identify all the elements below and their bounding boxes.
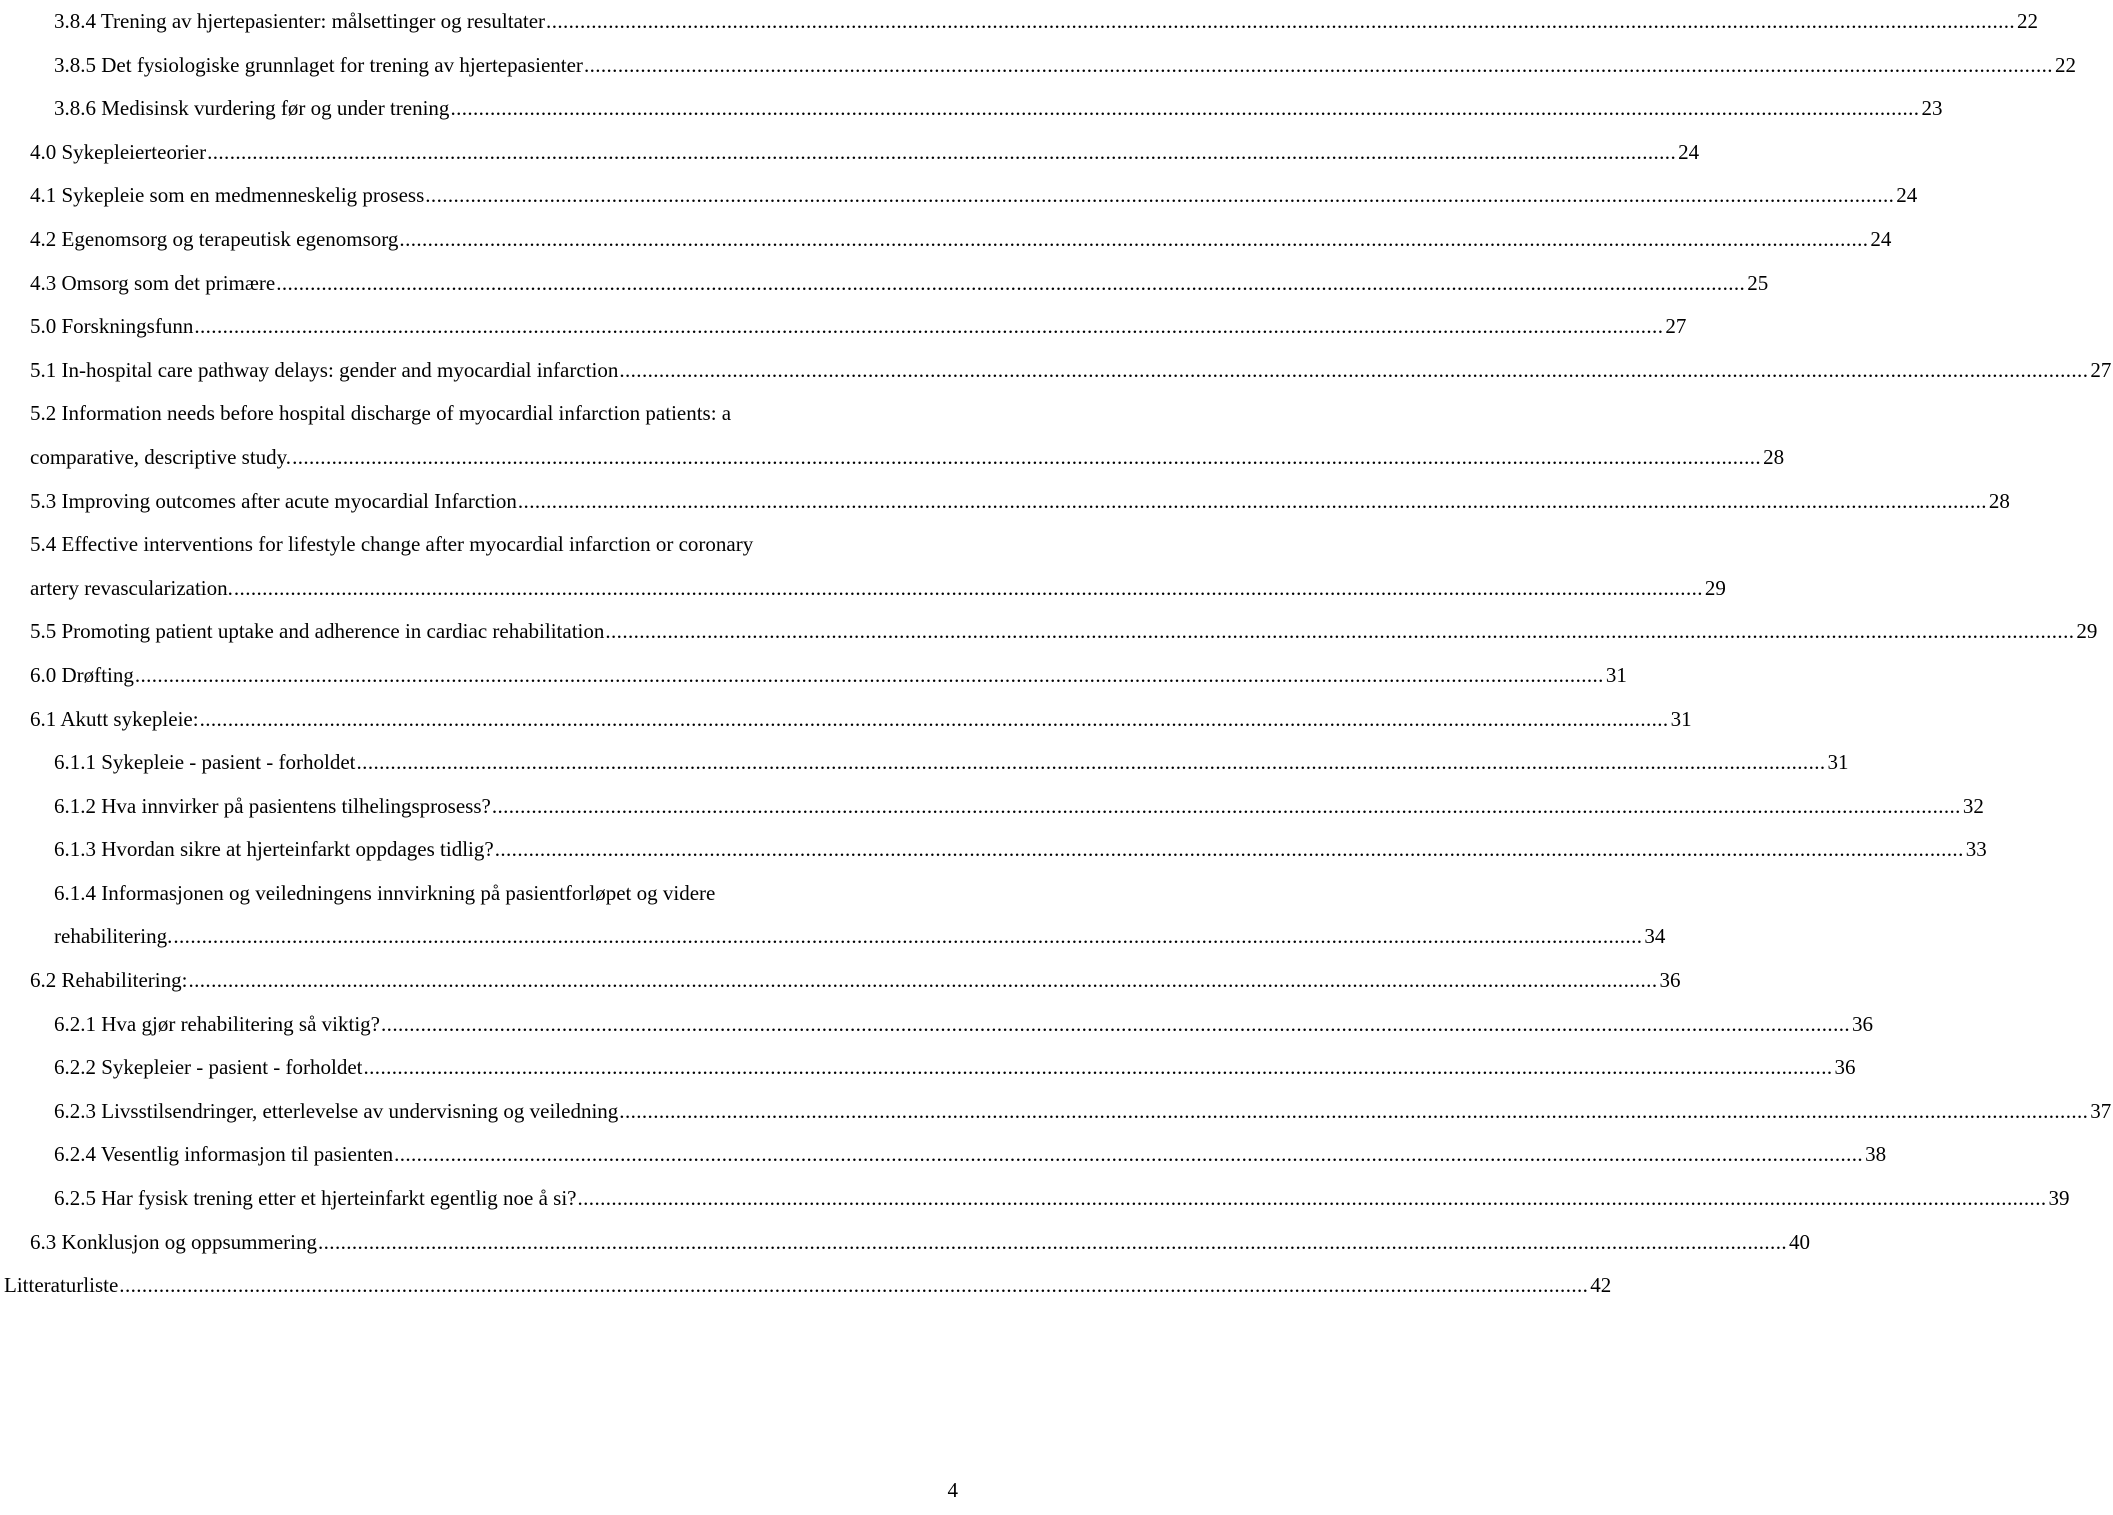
toc-entry[interactable] xyxy=(0,305,1687,349)
toc-entry[interactable] xyxy=(0,1133,1887,1177)
toc-entry-title-line1: 6.1.4 Informasjonen og veiledningens innvirkning på pasientforløpet og videre xyxy=(54,880,716,905)
toc-entry-title: 6.2.3 Livsstilsendringer, etterlevelse av undervisning og veiledning xyxy=(54,1098,619,1123)
dot-leader: .................................................................................................................................................................................................................................................................... xyxy=(233,575,1703,600)
dot-leader: .................................................................................................................................................................................................................................................................... xyxy=(425,183,1895,208)
toc-entry[interactable] xyxy=(0,1003,1874,1047)
toc-entry-title: rehabilitering. xyxy=(54,924,173,949)
toc-entry[interactable] xyxy=(0,872,1666,959)
dot-leader: .................................................................................................................................................................................................................................................................... xyxy=(577,1186,2047,1211)
toc-entry-title: 5.0 Forskningsfunn xyxy=(30,314,194,339)
dot-leader: .................................................................................................................................................................................................................................................................... xyxy=(318,1229,1787,1254)
toc-entry-page: 29 xyxy=(1704,575,1726,600)
toc-entry-title: 6.1 Akutt sykepleie: xyxy=(30,706,199,731)
dot-leader: .................................................................................................................................................................................................................................................................... xyxy=(546,9,2016,33)
toc-entry[interactable] xyxy=(0,959,1681,1003)
toc-entry-page: 32 xyxy=(1962,793,1984,818)
toc-entry-title: comparative, descriptive study. xyxy=(30,444,292,469)
dot-leader: .................................................................................................................................................................................................................................................................... xyxy=(583,52,2053,77)
dot-leader: .................................................................................................................................................................................................................................................................... xyxy=(292,444,1762,469)
toc-entry-page: 27 xyxy=(2090,357,2112,382)
toc-entry[interactable] xyxy=(0,523,1726,610)
toc-entry-title: 6.1.1 Sykepleie - pasient - forholdet xyxy=(54,750,356,775)
dot-leader: .................................................................................................................................................................................................................................................................... xyxy=(188,968,1658,993)
toc-entry-page: 24 xyxy=(1678,139,1700,164)
dot-leader: .................................................................................................................................................................................................................................................................... xyxy=(119,1273,1589,1298)
toc-entry-title: Litteraturliste xyxy=(4,1273,119,1298)
toc-entry-page: 31 xyxy=(1827,750,1849,775)
toc-entry-page: 42 xyxy=(1590,1273,1612,1298)
toc-entry[interactable] xyxy=(0,1177,2070,1221)
toc-entry-page: 24 xyxy=(1870,226,1892,251)
toc-entry-title: 6.2 Rehabilitering: xyxy=(30,968,188,993)
dot-leader: .................................................................................................................................................................................................................................................................... xyxy=(381,1011,1851,1036)
dot-leader: .................................................................................................................................................................................................................................................................... xyxy=(517,488,1987,513)
dot-leader: .................................................................................................................................................................................................................................................................... xyxy=(363,1055,1833,1080)
toc-entry-title: 5.3 Improving outcomes after acute myocardial Infarction xyxy=(30,488,517,513)
toc-entry-page: 39 xyxy=(2048,1186,2070,1211)
toc-entry[interactable] xyxy=(0,87,1943,131)
dot-leader: .................................................................................................................................................................................................................................................................... xyxy=(450,96,1920,121)
toc-entry-page: 36 xyxy=(1852,1011,1874,1036)
toc-entry-title: 6.1.2 Hva innvirker på pasientens tilhelingsprosess? xyxy=(54,793,491,818)
toc-entry-title: artery revascularization. xyxy=(30,575,233,600)
toc-entry-page: 37 xyxy=(2090,1098,2112,1123)
toc-entry[interactable] xyxy=(0,1221,1810,1265)
toc-entry[interactable] xyxy=(0,698,1692,742)
toc-entry-page: 36 xyxy=(1834,1055,1856,1080)
toc-entry-page: 23 xyxy=(1921,96,1943,121)
dot-leader: .................................................................................................................................................................................................................................................................... xyxy=(276,270,1746,295)
dot-leader: .................................................................................................................................................................................................................................................................... xyxy=(619,1098,2089,1123)
dot-leader: .................................................................................................................................................................................................................................................................... xyxy=(194,314,1664,339)
toc-entry-page: 27 xyxy=(1665,314,1687,339)
toc-entry-title: 4.3 Omsorg som det primære xyxy=(30,270,276,295)
dot-leader: .................................................................................................................................................................................................................................................................... xyxy=(134,662,1604,687)
toc-entry[interactable] xyxy=(0,1090,2112,1134)
toc-entry-page: 36 xyxy=(1659,968,1681,993)
toc-entry-title: 4.0 Sykepleierteorier xyxy=(30,139,207,164)
toc-entry-page: 25 xyxy=(1747,270,1769,295)
toc-entry-page: 22 xyxy=(2017,9,2039,33)
dot-leader: .................................................................................................................................................................................................................................................................... xyxy=(491,793,1961,818)
toc-entry[interactable] xyxy=(0,654,1627,698)
toc-entry-title: 6.2.1 Hva gjør rehabilitering så viktig? xyxy=(54,1011,381,1036)
toc-entry-page: 31 xyxy=(1670,706,1692,731)
toc-entry-title: 6.1.3 Hvordan sikre at hjerteinfarkt oppdages tidlig? xyxy=(54,837,494,862)
dot-leader: .................................................................................................................................................................................................................................................................... xyxy=(207,139,1677,164)
toc-entry[interactable] xyxy=(0,785,1984,829)
dot-leader: .................................................................................................................................................................................................................................................................... xyxy=(356,750,1826,775)
toc-entry[interactable] xyxy=(0,262,1769,306)
toc-entry[interactable] xyxy=(0,131,1700,175)
toc-entry-title-line1: 5.4 Effective interventions for lifestyle change after myocardial infarction or coronary xyxy=(30,532,754,557)
dot-leader: .................................................................................................................................................................................................................................................................... xyxy=(399,226,1869,251)
toc-entry[interactable] xyxy=(0,1046,1856,1090)
toc-entry-title: 5.5 Promoting patient uptake and adherence in cardiac rehabilitation xyxy=(30,619,605,644)
toc-entry-title: 6.2.2 Sykepleier - pasient - forholdet xyxy=(54,1055,363,1080)
toc-entry[interactable] xyxy=(0,349,2112,393)
toc-entry-title: 3.8.4 Trening av hjertepasienter: målsettinger og resultater xyxy=(54,9,546,33)
toc-entry-title: 6.0 Drøfting xyxy=(30,662,134,687)
toc-entry-title: 6.2.5 Har fysisk trening etter et hjerteinfarkt egentlig noe å si? xyxy=(54,1186,577,1211)
page-number: 4 xyxy=(947,1478,958,1502)
toc-entry[interactable] xyxy=(0,218,1892,262)
toc-entry-page: 33 xyxy=(1965,837,1987,862)
toc-entry-title: 3.8.5 Det fysiologiske grunnlaget for trening av hjertepasienter xyxy=(54,52,583,77)
toc-entry-page: 34 xyxy=(1644,924,1666,949)
toc-entry[interactable] xyxy=(0,480,2010,524)
toc-entry[interactable] xyxy=(0,0,2039,44)
dot-leader: .................................................................................................................................................................................................................................................................... xyxy=(394,1142,1864,1167)
toc-entry-title-line1: 5.2 Information needs before hospital discharge of myocardial infarction patients: a xyxy=(30,401,732,426)
toc-entry-page: 31 xyxy=(1605,662,1627,687)
toc-entry-page: 28 xyxy=(1988,488,2010,513)
dot-leader: .................................................................................................................................................................................................................................................................... xyxy=(494,837,1964,862)
toc-entry-page: 24 xyxy=(1896,183,1918,208)
toc-entry-title: 3.8.6 Medisinsk vurdering før og under trening xyxy=(54,96,450,121)
toc-entry[interactable] xyxy=(0,174,1918,218)
dot-leader: .................................................................................................................................................................................................................................................................... xyxy=(619,357,2089,382)
toc-entry[interactable] xyxy=(0,828,1987,872)
toc-entry-page: 40 xyxy=(1789,1229,1810,1254)
dot-leader: .................................................................................................................................................................................................................................................................... xyxy=(199,706,1669,731)
toc-entry[interactable] xyxy=(0,610,2098,654)
toc-entry[interactable] xyxy=(0,44,2076,88)
toc-entry-title: 6.2.4 Vesentlig informasjon til pasienten xyxy=(54,1142,394,1167)
toc-entry-page: 28 xyxy=(1763,444,1785,469)
toc-entry-title: 5.1 In-hospital care pathway delays: gender and myocardial infarction xyxy=(30,357,619,382)
toc-entry[interactable] xyxy=(0,741,1849,785)
dot-leader: .................................................................................................................................................................................................................................................................... xyxy=(605,619,2075,644)
toc-entry-page: 22 xyxy=(2054,52,2076,77)
toc-entry-title: 4.2 Egenomsorg og terapeutisk egenomsorg xyxy=(30,226,399,251)
toc-entry-title: 4.1 Sykepleie som en medmenneskelig prosess xyxy=(30,183,425,208)
dot-leader: .................................................................................................................................................................................................................................................................... xyxy=(173,924,1643,949)
toc-entry-page: 29 xyxy=(2076,619,2098,644)
toc-entry-page: 38 xyxy=(1865,1142,1887,1167)
toc-entry[interactable] xyxy=(0,392,1785,479)
toc-entry[interactable] xyxy=(0,1264,1612,1308)
toc-entry-title: 6.3 Konklusjon og oppsummering xyxy=(30,1229,317,1254)
